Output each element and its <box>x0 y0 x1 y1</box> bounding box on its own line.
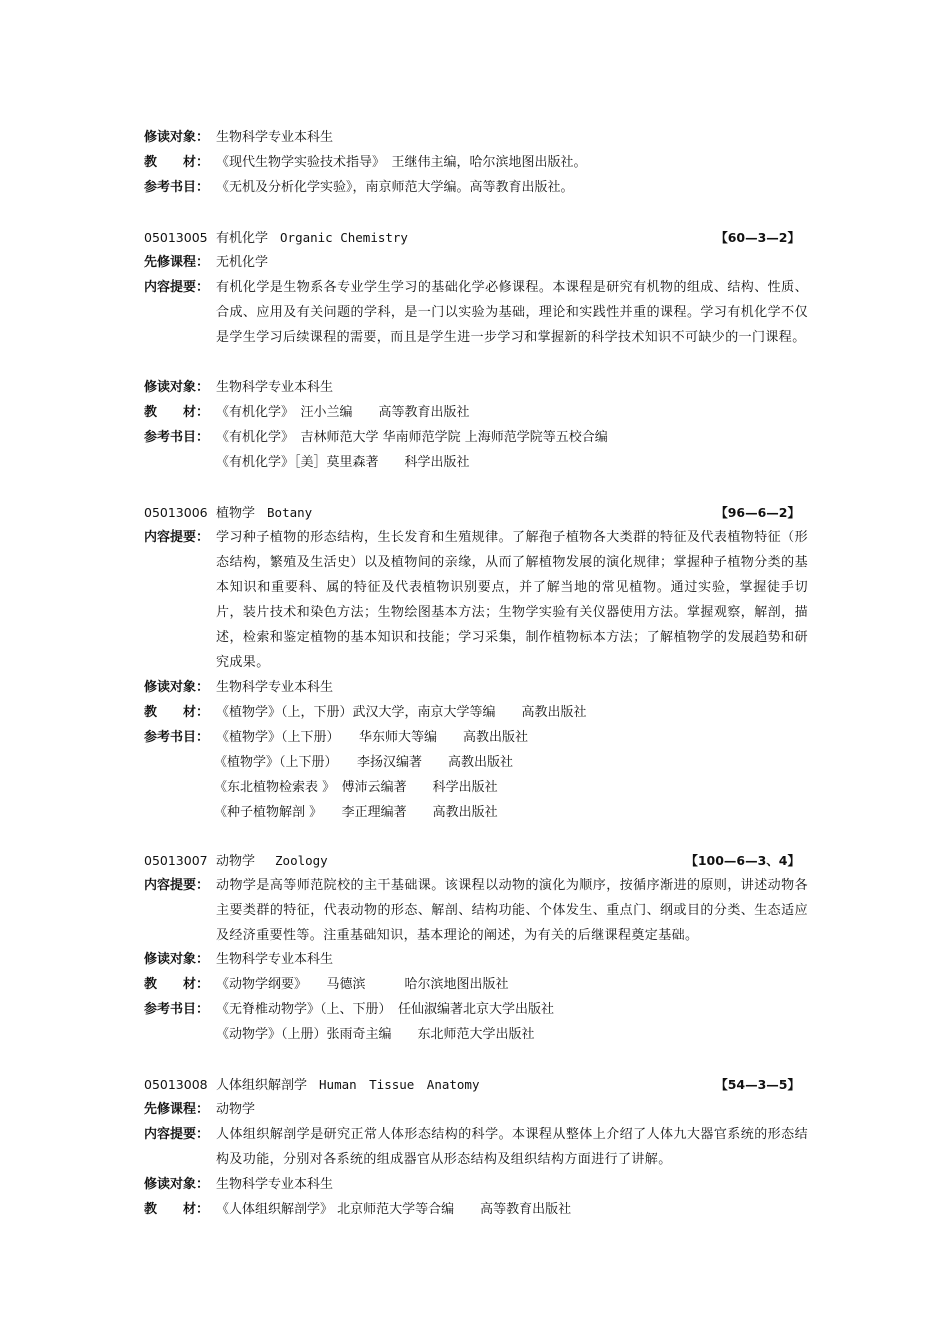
course-header <box>144 225 810 250</box>
references-row <box>144 997 810 1022</box>
reference-item: 《东北植物检索表 》 傅沛云编著 科学出版社 <box>214 780 498 795</box>
prereq-row <box>144 250 810 275</box>
intro-audience-row <box>144 125 810 150</box>
course-hours: 【96—6—2】 <box>715 505 800 520</box>
references-row-cont <box>144 800 810 825</box>
audience-label: 修读对象： <box>144 1177 210 1192</box>
prereq-value: 无机化学 <box>216 255 269 270</box>
textbook-row <box>144 1197 810 1222</box>
reference-item: 《动物学》（上册）张雨奇主编 东北师范大学出版社 <box>216 1027 535 1042</box>
course-title: 有机化学 <box>216 231 269 246</box>
textbook-row <box>144 972 810 997</box>
references-label: 参考书目： <box>144 730 210 745</box>
reference-item: 《无脊椎动物学》（上、下册） 任仙淑编著北京大学出版社 <box>216 1002 555 1017</box>
course-title-group <box>216 225 408 251</box>
reference-item: 《种子植物解剖 》 李正理编著 高教出版社 <box>214 805 498 820</box>
references-row-cont <box>144 750 810 775</box>
references-row <box>144 725 810 750</box>
reference-item: 《植物学》（上下册） 华东师大等编 高教出版社 <box>216 730 529 745</box>
course-code: 05013008 <box>144 1077 208 1092</box>
audience-label: 修读对象： <box>144 952 210 967</box>
references-label: 参考书目： <box>144 430 210 445</box>
intro-textbook-row <box>144 150 810 175</box>
course-title-group <box>216 1072 479 1098</box>
course-title: 植物学 <box>216 506 256 521</box>
textbook-value: 《动物学纲要》 马德滨 哈尔滨地图出版社 <box>216 977 509 992</box>
summary-label: 内容提要： <box>144 878 210 893</box>
references-label: 参考书目： <box>144 180 210 195</box>
prereq-label: 先修课程： <box>144 1102 210 1117</box>
reference-item: 《有机化学》 吉林师范大学 华南师范学院 上海师范学院等五校合编 <box>216 430 608 445</box>
audience-label: 修读对象： <box>144 380 210 395</box>
textbook-value: 《人体组织解剖学》 北京师范大学等合编 高等教育出版社 <box>216 1202 572 1217</box>
course-code: 05013005 <box>144 230 208 245</box>
course-english-title: Organic Chemistry <box>280 230 408 245</box>
course-english-title: Human Tissue Anatomy <box>319 1077 480 1092</box>
textbook-value: 《植物学》（上，下册）武汉大学，南京大学等编 高教出版社 <box>216 705 587 720</box>
audience-row <box>144 1172 810 1197</box>
audience-row <box>144 375 810 400</box>
summary-text: 动物学是高等师范院校的主干基础课。该课程以动物的演化为顺序，按循序渐进的原则，讲述动物各主要类群的特征，代表动物的形态、解剖、结构功能、个体发生、重点门、纲或目的分类、生态适应及经济重要性等。注重基础知识，基本理论的阐述，为有关的后继课程奠定基础。 <box>216 878 808 943</box>
reference-item: 《植物学》（上下册） 李扬汉编著 高教出版社 <box>214 755 514 770</box>
audience-label: 修读对象： <box>144 130 210 145</box>
textbook-label: 教 材： <box>144 705 210 720</box>
textbook-label: 教 材： <box>144 977 210 992</box>
audience-value: 生物科学专业本科生 <box>216 380 334 395</box>
prereq-value: 动物学 <box>216 1102 256 1117</box>
course-code: 05013006 <box>144 505 208 520</box>
course-hours: 【54—3—5】 <box>715 1077 800 1092</box>
audience-value: 生物科学专业本科生 <box>216 952 334 967</box>
textbook-value: 《有机化学》 汪小兰编 高等教育出版社 <box>216 405 470 420</box>
prereq-label: 先修课程： <box>144 255 210 270</box>
course-code: 05013007 <box>144 853 208 868</box>
course-header <box>144 500 810 525</box>
reference-item: 《有机化学》［美］莫里森著 科学出版社 <box>216 455 470 470</box>
course-hours: 【60—3—2】 <box>715 230 800 245</box>
summary-text: 有机化学是生物系各专业学生学习的基础化学必修课程。本课程是研究有机物的组成、结构、性质、合成、应用及有关问题的学科，是一门以实验为基础，理论和实践性并重的课程。学习有机化学不仅是学生学习后续课程的需要，而且是学生进一步学习和掌握新的科学技术知识不可缺少的一门课程。 <box>216 280 808 345</box>
audience-label: 修读对象： <box>144 680 210 695</box>
references-row-cont <box>144 450 810 475</box>
prereq-row <box>144 1097 810 1122</box>
audience-row <box>144 675 810 700</box>
textbook-value: 《现代生物学实验技术指导》 王继伟主编，哈尔滨地图出版社。 <box>216 155 587 170</box>
course-english-title: Zoology <box>275 853 328 868</box>
audience-value: 生物科学专业本科生 <box>216 680 334 695</box>
course-header <box>144 848 810 873</box>
summary-label: 内容提要： <box>144 530 210 545</box>
intro-references-row <box>144 175 810 200</box>
references-row <box>144 425 810 450</box>
textbook-label: 教 材： <box>144 405 210 420</box>
references-row-cont <box>144 1022 810 1047</box>
textbook-label: 教 材： <box>144 155 210 170</box>
course-title: 动物学 <box>216 854 256 869</box>
summary-text: 学习种子植物的形态结构，生长发育和生殖规律。了解孢子植物各大类群的特征及代表植物特征（形态结构，繁殖及生活史）以及植物间的亲缘，从而了解植物发展的演化规律；掌握种子植物分类的基本知识和重要科、属的特征及代表植物识别要点，并了解当地的常见植物。通过实验，掌握徒手切片，装片技术和染色方法；生物绘图基本方法；生物学实验有关仪器使用方法。掌握观察，解剖，描述，检索和鉴定植物的基本知识和技能；学习采集，制作植物标本方法；了解植物学的发展趋势和研究成果。 <box>216 530 808 670</box>
course-title-group <box>216 500 312 526</box>
textbook-label: 教 材： <box>144 1202 210 1217</box>
course-english-title: Botany <box>267 505 313 520</box>
course-title: 人体组织解剖学 <box>216 1078 308 1093</box>
references-label: 参考书目： <box>144 1002 210 1017</box>
audience-value: 生物科学专业本科生 <box>216 130 334 145</box>
course-header <box>144 1072 810 1097</box>
audience-row <box>144 947 810 972</box>
textbook-row <box>144 400 810 425</box>
textbook-row <box>144 700 810 725</box>
summary-label: 内容提要： <box>144 280 210 295</box>
course-title-group <box>216 848 328 874</box>
summary-label: 内容提要： <box>144 1127 210 1142</box>
references-value: 《无机及分析化学实验》，南京师范大学编。高等教育出版社。 <box>216 180 574 195</box>
course-hours: 【100—6—3、4】 <box>685 853 800 868</box>
summary-text: 人体组织解剖学是研究正常人体形态结构的科学。本课程从整体上介绍了人体九大器官系统的形态结构及功能，分别对各系统的组成器官从形态结构及组织结构方面进行了讲解。 <box>216 1127 808 1167</box>
audience-value: 生物科学专业本科生 <box>216 1177 334 1192</box>
references-row-cont <box>144 775 810 800</box>
